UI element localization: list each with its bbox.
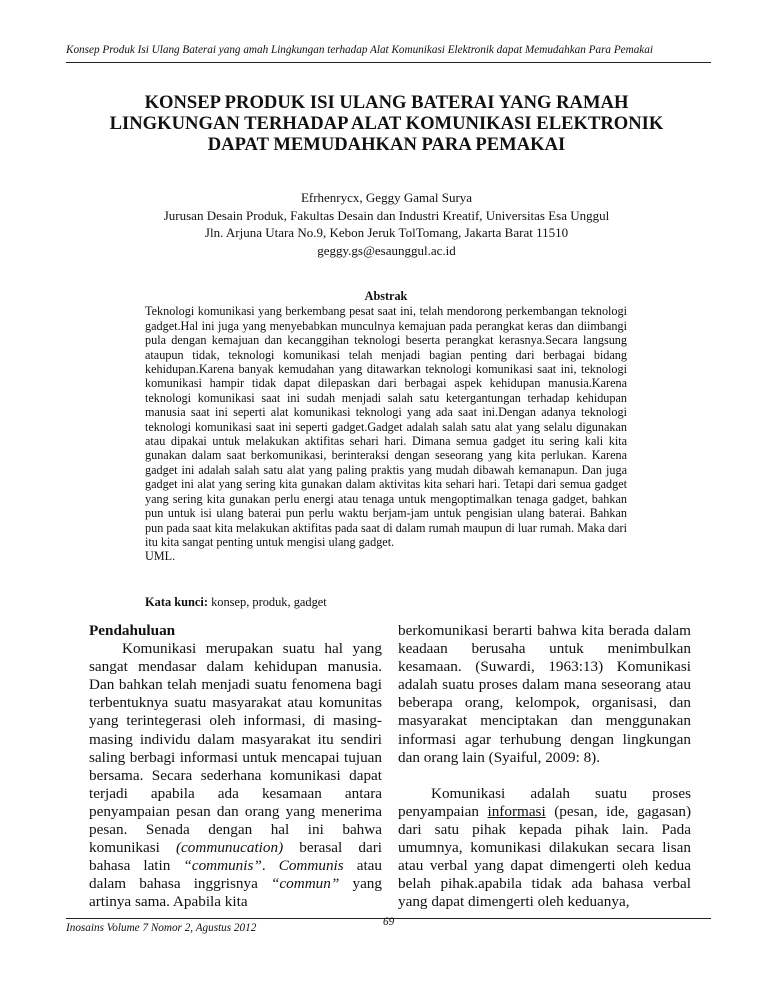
header-divider	[66, 62, 711, 63]
para-text: (pesan, ide, gagasan) dari satu pihak kepada pihak lain. Pada umumnya, komunikasi dilakukan secara lisan atau verbal yang dapat dimengerti oleh kedua belah pihak.apabila tidak ada bahasa verbal yang dapat dimengerti oleh keduanya,	[398, 802, 691, 911]
continued-paragraph: berkomunikasi berarti bahwa kita berada dalam keadaan berusaha untuk menimbulkan kesamaan. (Suwardi, 1963:13) Komunikasi adalah suatu proses dalam mana seseorang atau beberapa orang, kelompok, organisasi, dan masyarakat menciptakan dan menggunakan informasi agar terhubung dengan lingkungan dan orang lain (Syaiful, 2009: 8).	[398, 622, 691, 766]
affiliation: Jurusan Desain Produk, Fakultas Desain dan Industri Kreatif, Universitas Esa Unggul	[163, 207, 610, 223]
paper-title	[70, 92, 703, 155]
italic-term: (communucation)	[176, 839, 284, 857]
keywords-value: konsep, produk, gadget	[208, 595, 327, 609]
running-header: Konsep Produk Isi Ulang Baterai yang amah Lingkungan terhadap Alat Komunikasi Elektronik dapat Memudahkan Para Pemakai	[66, 44, 653, 56]
abstract	[145, 289, 627, 564]
title-line-2: LINGKUNGAN TERHADAP ALAT KOMUNIKASI ELEKTRONIK	[109, 113, 664, 134]
email: geggy.gs@esaunggul.ac.id	[317, 242, 456, 258]
section-heading: Pendahuluan	[89, 622, 176, 639]
abstract-body: Teknologi komunikasi yang berkembang pesat saat ini, telah mendorong perkembangan teknologi gadget.Hal ini juga yang menyebabkan munculnya kemajuan pada perangkat keras dan diimbangi pula dengan kemajuan dan kecanggihan teknologi beserta perangkat kerasnya.Secara langsung ataupun tidak, teknologi komunikasi telah menjadi bagian penting dari berbagai bidang kehidupan.Karena banyak kemudahan yang ditawarkan teknologi komunikasi saat ini, teknologi komunikasi hampir tidak dapat dilepaskan dari berbagai aspek kehidupan manusia.Karena teknologi komunikasi saat ini sudah menjadi salah satu ketergantungan terhadap kehidupan manusia saat ini seperti alat komunikasi teknologi yang ada saat ini.Dengan adanya teknologi teknologi komunikasi saat ini seperti gadget.Gadget adalah salah satu alat yang selalu digunakan atau dipakai untuk melakukan aktifitas sehari hari. Dimana semua gadget itu sering kali kita gunakan dalam saat berkomunikasi, berinteraksi dengan seseorang yang kita perlukan. Karena gadget ini adalah salah satu alat yang paling praktis yang mudah dibawah kemanapun. Dan juga gadget ini alat yang sering kita gunakan dalam aktivitas kita sehari hari. Tetapi dari semua gadget yang sering kita gunakan perlu energi atau tenaga untuk mengoptimalkan tenaga gadget, bahkan pun untuk isi ulang baterai pun perlu waktu berjam-jam untuk pengisian ulang baterai. Bahkan pun pada saat kita melakukan aktifitas pada saat di dalam rumah maupun di luar rumah. Maka dari itu kita sangat penting untuk mengisi ulang gadget.	[145, 304, 627, 549]
left-column	[89, 622, 382, 912]
para-text: yang artinya sama. Apabila kita	[89, 875, 382, 911]
second-paragraph	[398, 785, 691, 912]
keywords-label: Kata kunci:	[145, 595, 208, 609]
address: Jln. Arjuna Utara No.9, Kebon Jeruk TolTomang, Jakarta Barat 11510	[204, 225, 569, 240]
authors: Efrhenrycx, Geggy Gamal Surya	[300, 190, 473, 205]
para-text: berasal dari bahasa latin	[89, 839, 382, 875]
title-line-3: DAPAT MEMUDAHKAN PARA PEMAKAI	[207, 134, 566, 155]
page-number: 69	[383, 916, 395, 928]
italic-term: “communis”	[183, 857, 262, 875]
para-text: atau dalam bahasa inggrisnya	[89, 857, 382, 893]
title-line-1: KONSEP PRODUK ISI ULANG BATERAI YANG RAMAH	[144, 92, 629, 113]
journal-footer: Inosains Volume 7 Nomor 2, Agustus 2012	[66, 922, 257, 934]
para-text: Komunikasi merupakan suatu hal yang sangat mendasar dalam kehidupan manusia. Dan bahkan telah menjadi suatu fenomena bagi terbentuknya suatu masyarakat atau komunitas yang terintegerasi oleh informasi, di masing-masing individu dalam masyarakat itu sendiri saling berbagi informasi untuk mencapai tujuan bersama. Secara sederhana komunikasi dapat terjadi apabila ada kesamaan antara penyampaian pesan dan orang yang menerima pesan. Senada dengan hal ini bahwa komunikasi	[89, 640, 382, 857]
intro-paragraph	[89, 640, 382, 911]
italic-term: Communis	[278, 857, 344, 875]
italic-term: “commun”	[270, 875, 340, 893]
informasi-link[interactable]: informasi	[487, 802, 546, 820]
right-column	[398, 622, 691, 911]
para-text: .	[261, 857, 279, 875]
abstract-heading: Abstrak	[364, 289, 408, 303]
abstract-trailing: UML.	[145, 549, 176, 564]
para-text: Komunikasi adalah suatu proses penyampaian	[398, 784, 691, 820]
keywords	[145, 595, 627, 610]
author-block	[70, 189, 703, 259]
